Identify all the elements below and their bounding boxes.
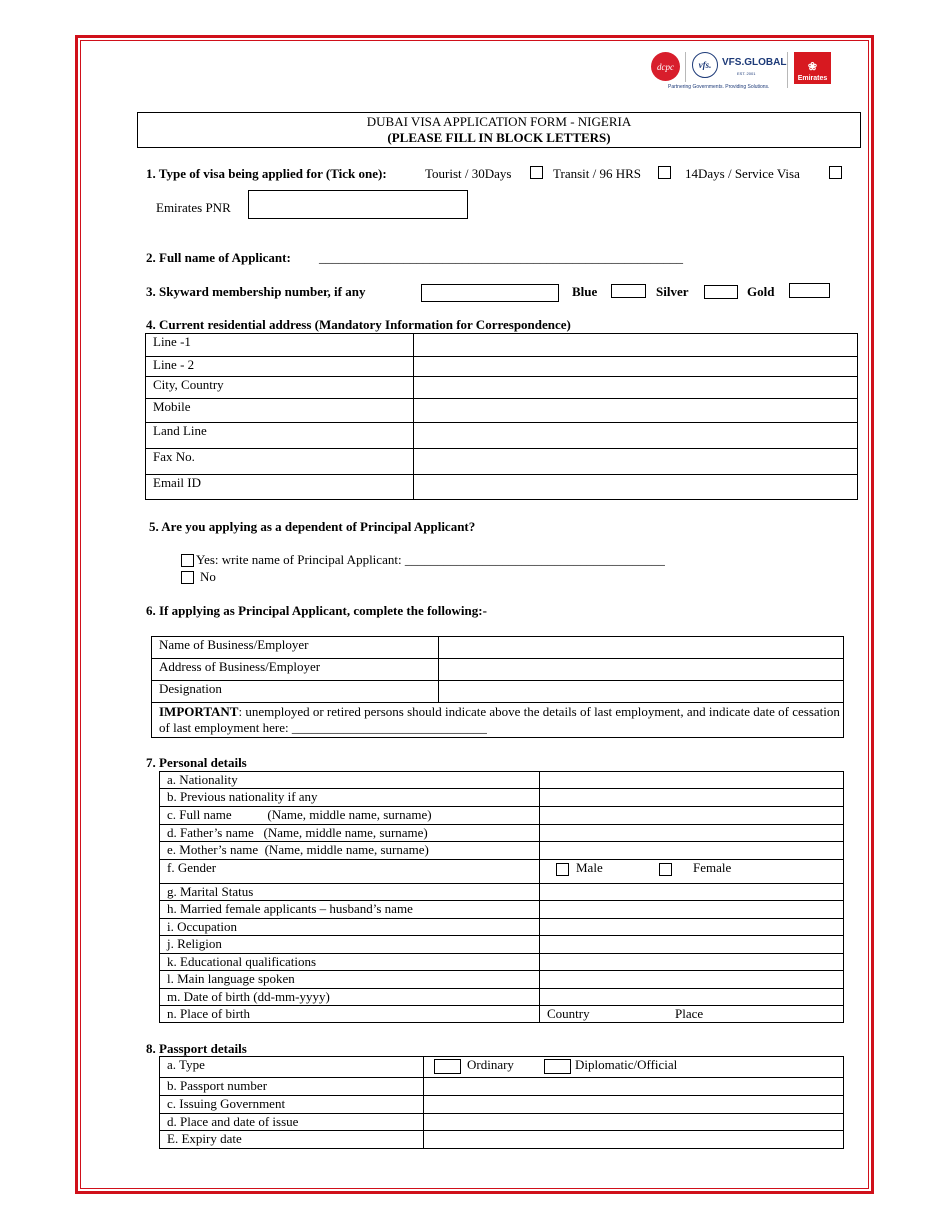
expiry-date-input[interactable] [424, 1131, 844, 1149]
passport-diplomatic-checkbox[interactable] [544, 1059, 571, 1074]
important-text: : unemployed or retired persons should indicate above the details of last employment, and indicate date of cessation of last employment here: ______________________________ [159, 704, 840, 735]
dcpc-logo-text: dcpc [657, 61, 674, 72]
emirates-logo [794, 52, 831, 84]
gender-female-checkbox[interactable] [659, 863, 672, 876]
vfs-logo-text: vfs. [698, 60, 712, 70]
tier-silver-label: Silver [656, 284, 689, 299]
personal-label: c. Full name (Name, middle name, surname) [160, 807, 540, 825]
important-note [152, 703, 844, 738]
passport-type-cell [424, 1057, 844, 1078]
tier-blue-label: Blue [572, 284, 598, 299]
passport-diplomatic-label: Diplomatic/Official [575, 1057, 678, 1072]
q5-label: 5. Are you applying as a dependent of Principal Applicant? [149, 519, 476, 534]
address-label: Land Line [146, 423, 414, 449]
religion-input[interactable] [540, 936, 844, 954]
employer-label: Designation [152, 681, 439, 703]
employer-name-input[interactable] [439, 637, 844, 659]
address-table [145, 333, 858, 500]
form-title-line2: (PLEASE FILL IN BLOCK LETTERS) [387, 130, 611, 145]
personal-label: d. Father’s name (Name, middle name, surname) [160, 825, 540, 842]
dependent-yes-label: Yes: write name of Principal Applicant: ________________________________________ [196, 552, 665, 567]
passport-label: c. Issuing Government [160, 1096, 424, 1114]
education-input[interactable] [540, 954, 844, 971]
personal-details-table [159, 771, 844, 1023]
address-label: Line - 2 [146, 357, 414, 377]
personal-label: k. Educational qualifications [160, 954, 540, 971]
employer-table [151, 636, 844, 738]
vfs-name: VFS.GLOBAL [722, 57, 787, 68]
personal-label: l. Main language spoken [160, 971, 540, 989]
emirates-mark-icon: ❀ [807, 61, 818, 73]
husband-name-input[interactable] [540, 901, 844, 919]
address-label: Line -1 [146, 334, 414, 357]
email-input[interactable] [414, 475, 858, 500]
personal-label: i. Occupation [160, 919, 540, 936]
pnr-label: Emirates PNR [156, 200, 231, 215]
previous-nationality-input[interactable] [540, 789, 844, 807]
father-name-input[interactable] [540, 825, 844, 842]
nationality-input[interactable] [540, 772, 844, 789]
visa-service-checkbox[interactable] [829, 166, 842, 179]
emirates-logo-text: Emirates [797, 75, 828, 82]
tier-gold-checkbox[interactable] [789, 283, 830, 298]
tier-silver-checkbox[interactable] [704, 285, 738, 299]
birth-country-label: Country [547, 1006, 590, 1021]
form-title-line1: DUBAI VISA APPLICATION FORM - NIGERIA [366, 114, 632, 129]
logo-divider [685, 52, 686, 82]
occupation-input[interactable] [540, 919, 844, 936]
gender-male-label: Male [576, 860, 603, 875]
q4-label: 4. Current residential address (Mandatory Information for Correspondence) [146, 317, 571, 332]
marital-status-input[interactable] [540, 884, 844, 901]
dob-input[interactable] [540, 989, 844, 1006]
address-line1-input[interactable] [414, 334, 858, 357]
logo-divider-2 [787, 52, 788, 88]
personal-label: b. Previous nationality if any [160, 789, 540, 807]
issue-place-date-input[interactable] [424, 1114, 844, 1131]
personal-label: m. Date of birth (dd-mm-yyyy) [160, 989, 540, 1006]
mother-name-input[interactable] [540, 842, 844, 860]
passport-label: b. Passport number [160, 1078, 424, 1096]
gender-female-label: Female [693, 860, 732, 875]
important-label: IMPORTANT [159, 704, 239, 719]
city-country-input[interactable] [414, 377, 858, 399]
dependent-yes-checkbox[interactable] [181, 554, 194, 567]
employer-label: Address of Business/Employer [152, 659, 439, 681]
passport-ordinary-checkbox[interactable] [434, 1059, 461, 1074]
address-line2-input[interactable] [414, 357, 858, 377]
passport-label: a. Type [160, 1057, 424, 1078]
passport-ordinary-label: Ordinary [467, 1057, 514, 1072]
skyward-number-input[interactable] [421, 284, 559, 302]
visa-transit-checkbox[interactable] [658, 166, 671, 179]
language-input[interactable] [540, 971, 844, 989]
address-label: Mobile [146, 399, 414, 423]
issuing-government-input[interactable] [424, 1096, 844, 1114]
passport-label: E. Expiry date [160, 1131, 424, 1149]
visa-tourist-checkbox[interactable] [530, 166, 543, 179]
personal-label: j. Religion [160, 936, 540, 954]
address-label: City, Country [146, 377, 414, 399]
form-title [137, 112, 861, 148]
q2-label: 2. Full name of Applicant: [146, 250, 291, 265]
employer-address-input[interactable] [439, 659, 844, 681]
passport-table [159, 1056, 844, 1149]
vfs-tagline: Partnering Governments. Providing Solutions. [668, 84, 770, 90]
landline-input[interactable] [414, 423, 858, 449]
visa-option-tourist: Tourist / 30Days [425, 166, 512, 181]
address-label: Fax No. [146, 449, 414, 475]
personal-label: f. Gender [160, 860, 540, 884]
visa-option-transit: Transit / 96 HRS [553, 166, 642, 181]
designation-input[interactable] [439, 681, 844, 703]
personal-label: g. Marital Status [160, 884, 540, 901]
gender-male-checkbox[interactable] [556, 863, 569, 876]
address-label: Email ID [146, 475, 414, 500]
birth-place-label: Place [675, 1006, 704, 1021]
q3-label: 3. Skyward membership number, if any [146, 284, 366, 299]
tier-gold-label: Gold [747, 284, 775, 299]
full-name-line[interactable]: ________________________________________________________ [319, 250, 683, 265]
q6-label: 6. If applying as Principal Applicant, complete the following:- [146, 603, 487, 618]
personal-label: n. Place of birth [160, 1006, 540, 1023]
q1-label: 1. Type of visa being applied for (Tick one): [146, 166, 387, 181]
full-name-input[interactable] [540, 807, 844, 825]
gender-cell [540, 860, 844, 884]
dcpc-logo [651, 52, 680, 81]
vfs-logo [692, 52, 718, 78]
q8-label: 8. Passport details [146, 1041, 247, 1056]
passport-label: d. Place and date of issue [160, 1114, 424, 1131]
dependent-no-label: No [200, 569, 216, 584]
passport-number-input[interactable] [424, 1078, 844, 1096]
birth-place-cell[interactable] [540, 1006, 844, 1023]
pnr-input[interactable] [248, 190, 468, 219]
personal-label: e. Mother’s name (Name, middle name, surname) [160, 842, 540, 860]
mobile-input[interactable] [414, 399, 858, 423]
q7-label: 7. Personal details [146, 755, 247, 770]
employer-label: Name of Business/Employer [152, 637, 439, 659]
visa-option-service: 14Days / Service Visa [685, 166, 800, 181]
dependent-no-checkbox[interactable] [181, 571, 194, 584]
tier-blue-checkbox[interactable] [611, 284, 646, 298]
personal-label: a. Nationality [160, 772, 540, 789]
fax-input[interactable] [414, 449, 858, 475]
personal-label: h. Married female applicants – husband’s name [160, 901, 540, 919]
vfs-est: EST. 2001 [737, 71, 756, 76]
